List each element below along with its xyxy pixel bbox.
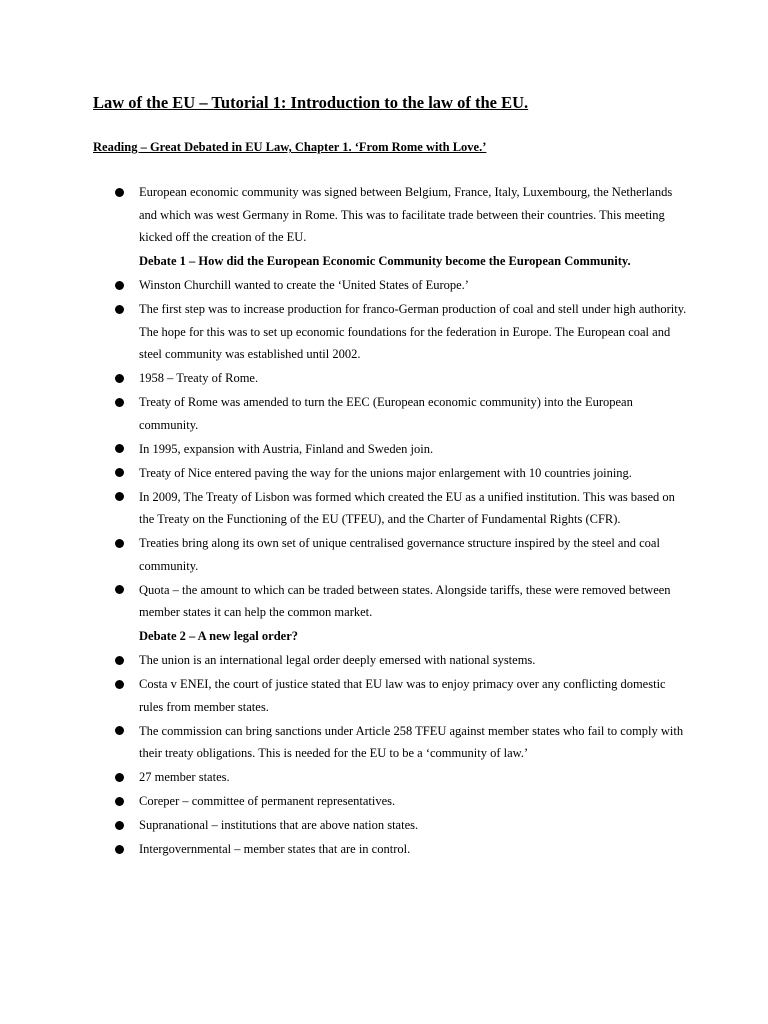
bullet-icon (115, 585, 124, 594)
list-item-text: Treaties bring along its own set of unique centralised governance structure inspired by the steel and coal community. (139, 536, 660, 573)
bullet-icon (115, 821, 124, 830)
list-item (93, 391, 688, 436)
bullet-icon (115, 797, 124, 806)
list-item (93, 298, 688, 366)
bullet-icon (115, 281, 124, 290)
list-item-text: Quota – the amount to which can be traded between states. Alongside tariffs, these were removed between member states it can help the common market. (139, 582, 671, 619)
bullet-icon (115, 305, 124, 314)
list-item-text: The first step was to increase production for franco-German production of coal and stell under high authority. The hope for this was to set up economic foundations for the federation in Europe. The European coal and steel community was established until 2002. (139, 302, 687, 361)
bullet-icon (115, 539, 124, 548)
list-item-text: Costa v ENEI, the court of justice stated that EU law was to enjoy primacy over any conflicting domestic rules from member states. (139, 677, 666, 714)
list-item-text: 27 member states. (139, 770, 230, 784)
list-item (93, 274, 688, 297)
bullet-icon (115, 680, 124, 689)
reading-subtitle: Reading – Great Debated in EU Law, Chapter 1. ‘From Rome with Love.’ (93, 140, 487, 154)
list-item-text: Coreper – committee of permanent representatives. (139, 794, 396, 808)
bullet-icon (115, 656, 124, 665)
debate-heading: Debate 2 – A new legal order? (139, 629, 299, 643)
bullet-icon (115, 492, 124, 501)
notes-list (93, 181, 688, 861)
debate-heading: Debate 1 – How did the European Economic Community become the European Community. (139, 254, 631, 268)
list-item-text: Supranational – institutions that are above nation states. (139, 818, 419, 832)
list-item (93, 486, 688, 531)
bullet-icon (115, 773, 124, 782)
list-item-text: Winston Churchill wanted to create the ‘United States of Europe.’ (139, 278, 469, 292)
list-item (93, 838, 688, 861)
list-item-text: The commission can bring sanctions under Article 258 TFEU against member states who fail to comply with their treaty obligations. This is needed for the EU to be a ‘community of law.’ (139, 723, 684, 760)
bullet-icon (115, 444, 124, 453)
list-item-text: In 1995, expansion with Austria, Finland and Sweden join. (139, 441, 434, 456)
list-item-text: The union is an international legal order deeply emersed with national systems. (139, 653, 536, 667)
list-item-text: Treaty of Nice entered paving the way for the unions major enlargement with 10 countries joining. (139, 465, 632, 480)
bullet-icon (115, 398, 124, 407)
list-item (93, 181, 688, 249)
bullet-icon (115, 188, 124, 197)
list-item (93, 462, 688, 485)
list-item (93, 814, 688, 837)
list-item-text: In 2009, The Treaty of Lisbon was formed which created the EU as a unified institution. This was based on the Treaty on the Functioning of the EU (TFEU), and the Charter of Fundamental Rights (CFR). (139, 489, 675, 526)
list-item (93, 579, 688, 624)
bullet-icon (115, 726, 124, 735)
list-item-text: Intergovernmental – member states that are in control. (139, 842, 411, 856)
list-item (93, 649, 688, 672)
bullet-icon (115, 845, 124, 854)
list-item-text: Treaty of Rome was amended to turn the EEC (European economic community) into the European community. (139, 395, 633, 432)
list-item-text: 1958 – Treaty of Rome. (139, 371, 259, 385)
bullet-icon (115, 374, 124, 383)
list-item-text: European economic community was signed between Belgium, France, Italy, Luxembourg, the Netherlands and which was west Germany in Rome. This was to facilitate trade between their countries. This meeting kicked off the creation of the EU. (139, 185, 673, 244)
list-item (93, 766, 688, 789)
list-item (93, 790, 688, 813)
list-item (93, 720, 688, 765)
list-item (93, 532, 688, 577)
bullet-icon (115, 468, 124, 477)
list-item (93, 673, 688, 718)
document-title: Law of the EU – Tutorial 1: Introduction to the law of the EU. (93, 93, 529, 112)
list-item (93, 367, 688, 390)
list-item (93, 438, 688, 461)
